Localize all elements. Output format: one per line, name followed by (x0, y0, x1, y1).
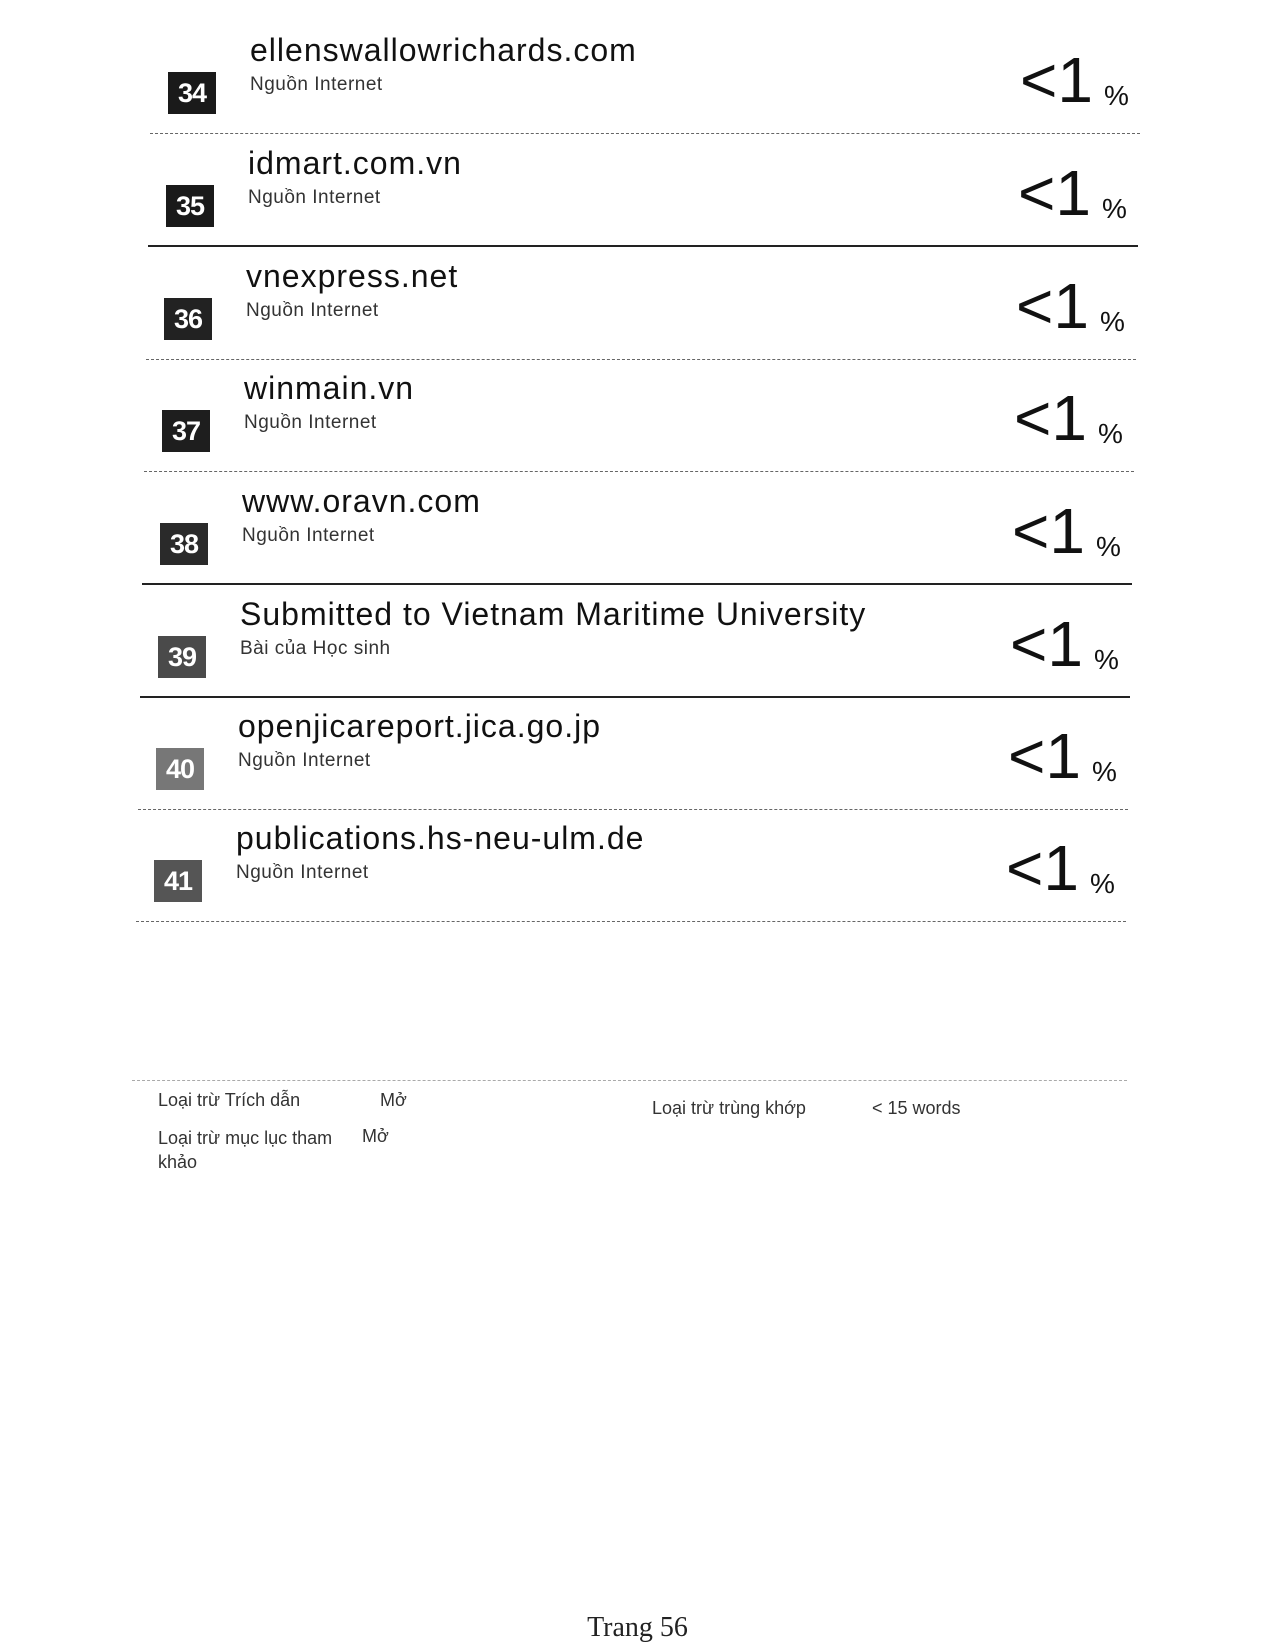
source-number-badge: 34 (168, 72, 216, 114)
exclude-quotes-label: Loại trừ Trích dẫn (158, 1090, 301, 1110)
row-divider (148, 245, 1138, 247)
source-row (148, 135, 1138, 247)
percent-sign: % (1094, 644, 1119, 675)
source-type: Nguồn Internet (248, 187, 381, 208)
source-title: Submitted to Vietnam Maritime University (240, 596, 867, 632)
source-row (144, 360, 1134, 472)
source-row (140, 586, 1130, 698)
source-type: Nguồn Internet (242, 525, 375, 546)
percentage-value: <1 (1008, 720, 1081, 792)
row-divider (136, 921, 1126, 922)
page-number: Trang 56 (587, 1612, 688, 1643)
percentage-value: <1 (1018, 157, 1091, 229)
source-type: Nguồn Internet (238, 750, 371, 771)
source-title: publications.hs-neu-ulm.de (236, 820, 645, 856)
percentage-value: <1 (1016, 270, 1089, 342)
source-number-badge: 41 (154, 860, 202, 902)
percent-sign: % (1098, 418, 1123, 449)
source-title: winmain.vn (244, 370, 415, 406)
source-row (146, 248, 1136, 360)
exclude-bibliography-value: Mở (362, 1126, 389, 1146)
percent-sign: % (1096, 531, 1121, 562)
source-row (136, 810, 1126, 922)
percentage-value: <1 (1020, 44, 1093, 116)
source-title: www.oravn.com (242, 483, 481, 519)
source-number-badge: 39 (158, 636, 206, 678)
row-divider (144, 471, 1134, 472)
source-row (150, 22, 1140, 134)
percent-sign: % (1090, 868, 1115, 899)
exclude-quotes-value: Mở (380, 1090, 407, 1110)
exclude-matches-value: < 15 words (872, 1098, 961, 1118)
source-number-badge: 35 (166, 185, 214, 227)
source-type: Nguồn Internet (244, 412, 377, 433)
source-percentage (1010, 604, 1130, 684)
source-title: openjicareport.jica.go.jp (238, 708, 601, 744)
percentage-value: <1 (1012, 495, 1085, 567)
source-percentage (1018, 153, 1138, 233)
source-number-badge: 40 (156, 748, 204, 790)
footer-divider (132, 1080, 1127, 1081)
source-number-badge: 36 (164, 298, 212, 340)
source-percentage (1008, 716, 1128, 796)
source-type: Nguồn Internet (246, 300, 379, 321)
percentage-value: <1 (1010, 608, 1083, 680)
source-percentage (1016, 266, 1136, 346)
source-type: Nguồn Internet (250, 74, 383, 95)
percent-sign: % (1100, 306, 1125, 337)
source-number-badge: 38 (160, 523, 208, 565)
row-divider (142, 583, 1132, 585)
source-percentage (1012, 491, 1132, 571)
source-percentage (1020, 40, 1140, 120)
source-title: ellenswallowrichards.com (250, 32, 637, 68)
percentage-value: <1 (1006, 832, 1079, 904)
source-percentage (1014, 378, 1134, 458)
source-title: vnexpress.net (246, 258, 459, 294)
percent-sign: % (1102, 193, 1127, 224)
source-row (138, 698, 1128, 810)
source-type: Nguồn Internet (236, 862, 369, 883)
source-row (142, 473, 1132, 585)
source-type: Bài của Học sinh (240, 638, 391, 659)
percent-sign: % (1104, 80, 1129, 111)
percent-sign: % (1092, 756, 1117, 787)
source-title: idmart.com.vn (248, 145, 462, 181)
exclude-bibliography-label: Loại trừ mục lục tham khảo (158, 1128, 333, 1172)
percentage-value: <1 (1014, 382, 1087, 454)
source-number-badge: 37 (162, 410, 210, 452)
source-percentage (1006, 828, 1126, 908)
row-divider (150, 133, 1140, 134)
exclude-matches-label: Loại trừ trùng khớp (652, 1098, 806, 1118)
